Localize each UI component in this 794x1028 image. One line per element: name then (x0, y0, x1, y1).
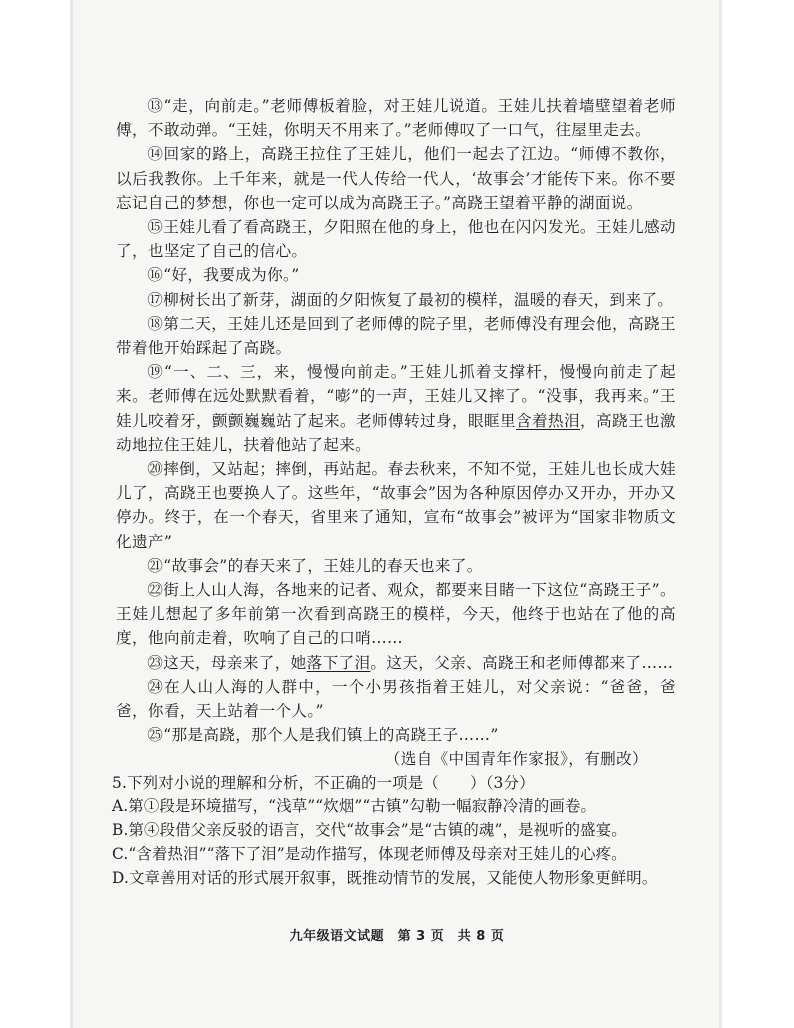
paragraph-19-text-after: ，高跷王也激动地拉住王娃儿，扶着他站了起来。 (116, 411, 676, 454)
paragraph-22: ㉒街上人山人海，各地来的记者、观众，都要来目睹一下这位“高跷王子”。王娃儿想起了多年前第一次看到高跷王的模样，今天，他终于也站在了他的高度，他向前走着，吹响了自己的口哨…… (116, 581, 676, 648)
scan-edge-left (70, 0, 73, 1028)
page-footer: 九年级语文试题 第 3 页 共 8 页 (289, 929, 505, 944)
paragraph-25: ㉕“那是高跷，那个人是我们镇上的高跷王子……” (147, 726, 499, 745)
paragraph-20: ⑳摔倒，又站起；摔倒，再站起。春去秋来，不知不觉，王娃儿也长成大娃儿了，高跷王也要换人了。这些年，“故事会”因为各种原因停办又开办，开办又停办。终于，在一个春天，省里来了通知，宣布“故事会”被评为“国家非物质文化遗产” (116, 460, 676, 551)
paragraph-24: ㉔在人山人海的人群中，一个小男孩指着王娃儿，对父亲说：“爸爸，爸爸，你看，天上站着一个人。” (116, 677, 676, 721)
scan-edge-right (719, 0, 722, 1028)
paragraph-23-text-after: 。这天，父亲、高跷王和老师傅都来了…… (370, 653, 674, 672)
underlined-phrase-luo-xia-le-lei: 落下了泪 (306, 653, 371, 672)
paragraph-16: ⑯“好，我要成为你。” (147, 266, 300, 285)
paragraph-21: ㉑“故事会”的春天来了，王娃儿的春天也来了。 (147, 556, 483, 575)
paragraph-19 (116, 360, 676, 457)
paragraph-15: ⑮王娃儿看了看高跷王，夕阳照在他的身上，他也在闪闪发光。王娃儿感动了，也坚定了自己的信心。 (116, 218, 676, 261)
question-5-stem: 5.下列对小说的理解和分析，不正确的一项是（ ）（3分） (112, 773, 535, 792)
source-citation: （选自《中国青年作家报》，有删改） (384, 750, 648, 769)
question-5-option-a: A.第①段是环境描写，“浅草”“炊烟”“古镇”勾勒一幅寂静冷清的画卷。 (112, 797, 597, 816)
paragraph-19-text-before: ⑲“一、二、三，来，慢慢向前走。”王娃儿抓着支撑杆，慢慢向前走了起来。老师傅在远处默默看着，“嘭”的一声，王娃儿又摔了。“没事，我再来。”王娃儿咬着牙，颤颤巍巍站了起来。老师傅转过身，眼眶里 (116, 363, 676, 430)
paragraph-23 (116, 651, 676, 675)
paragraph-14: ⑭回家的路上，高跷王拉住了王娃儿，他们一起去了江边。“师傅不教你，以后我教你。上千年来，就是一代人传给一代人，‘故事会’才能传下来。你不要忘记自己的梦想，你也一定可以成为高跷王子。”高跷王望着平静的湖面说。 (116, 145, 676, 212)
question-5-option-d: D.文章善用对话的形式展开叙事，既推动情节的发展，又能使人物形象更鲜明。 (112, 868, 658, 887)
question-5-option-c: C.“含着热泪”“落下了泪”是动作描写，体现老师傅及母亲对王娃儿的心疼。 (112, 845, 627, 864)
paragraph-23-text-before: ㉓这天，母亲来了，她 (147, 653, 307, 672)
underlined-phrase-han-zhe-re-lei: 含着热泪 (516, 411, 581, 430)
exam-content (112, 94, 676, 891)
question-5-option-b: B.第④段借父亲反驳的语言，交代“故事会”是“古镇的魂”，是视听的盛宴。 (112, 821, 627, 840)
paragraph-18: ⑱第二天，王娃儿还是回到了老师傅的院子里，老师傅没有理会他，高跷王带着他开始踩起了高跷。 (116, 314, 676, 358)
paragraph-13: ⑬“走，向前走。”老师傅板着脸，对王娃儿说道。王娃儿扶着墙壁望着老师傅，不敢动弹。“王娃，你明天不用来了。”老师傅叹了一口气，往屋里走去。 (116, 97, 676, 140)
paragraph-17: ⑰柳树长出了新芽，湖面的夕阳恢复了最初的模样，温暖的春天，到来了。 (147, 290, 674, 309)
